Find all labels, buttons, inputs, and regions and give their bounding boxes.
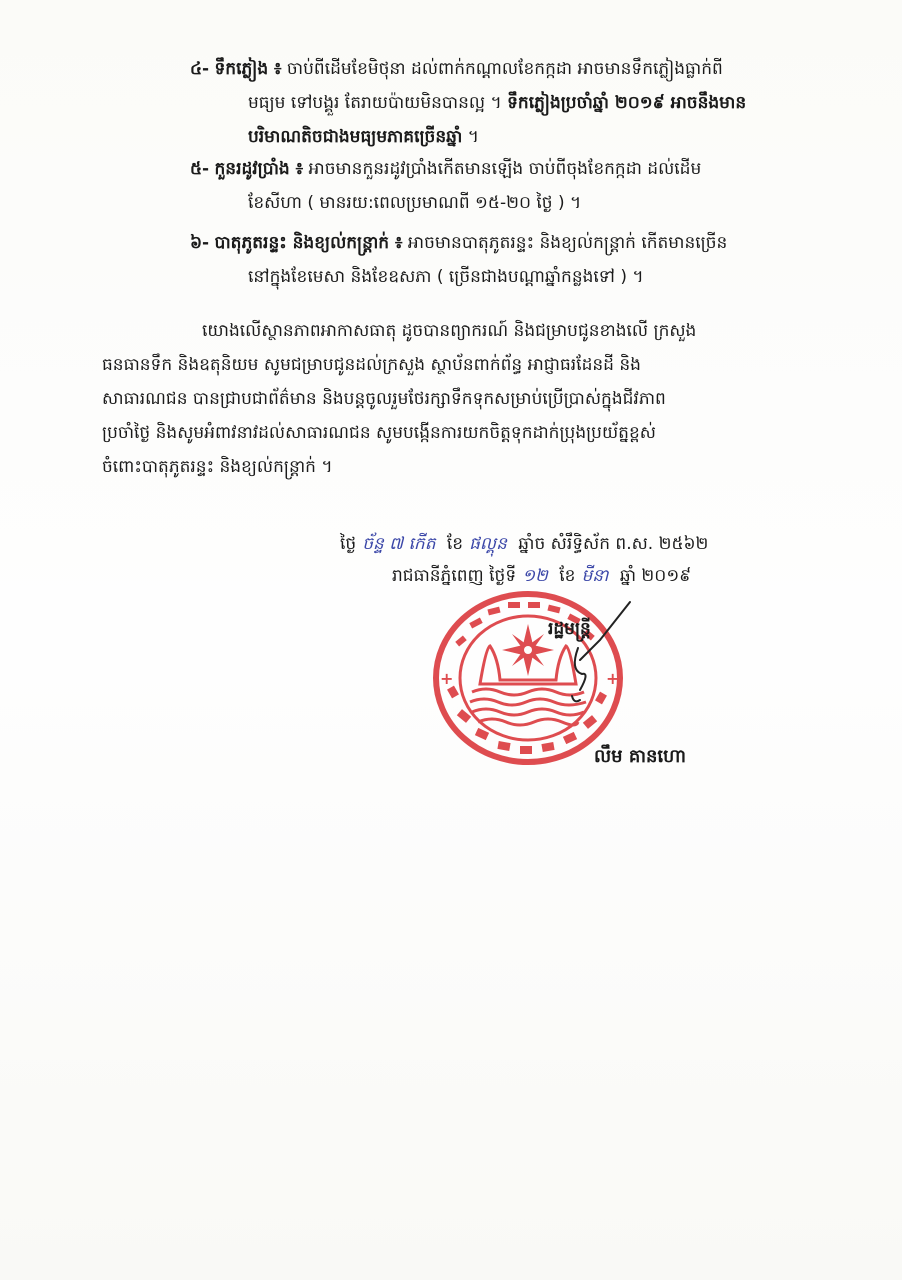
handwritten-lunar-day: ច័ន្ទ ៧ កើត xyxy=(362,534,436,554)
place-prefix: រាជធានីភ្នំពេញ ថ្ងៃទី xyxy=(392,566,517,586)
closing-paragraph xyxy=(102,314,882,484)
item-number: ៥- xyxy=(190,159,210,179)
svg-text:+: + xyxy=(440,669,454,688)
item-text: ។ xyxy=(467,127,479,147)
list-item-dry-spell xyxy=(190,152,882,220)
item-line xyxy=(190,260,882,294)
signer-name: លឹម គានហោ xyxy=(594,746,686,767)
item-line xyxy=(190,52,882,86)
paragraph-line: យោងលើស្ថានភាពអាកាសធាតុ ដូចបានព្យាករណ៍ និងជម្រាបជូនខាងលើ ក្រសួង xyxy=(202,321,697,341)
lunar-prefix: ថ្ងៃ xyxy=(340,534,357,554)
item-text: អាចមានបាតុភូតរន្ទះ និងខ្យល់កន្ត្រាក់ កើតមានច្រើន xyxy=(407,233,728,253)
item-line xyxy=(190,226,882,260)
item-text: អាចមានកួនរដូវប្រាំងកើតមានឡើង ចាប់ពីចុងខែកក្កដា ដល់ដើម xyxy=(308,159,702,179)
handwritten-signature-icon xyxy=(560,600,640,720)
item-label: បាតុភូតរន្ទះ និងខ្យល់កន្ត្រាក់ ៖ xyxy=(214,233,403,253)
item-number: ៦- xyxy=(190,233,210,253)
date-block xyxy=(340,528,708,592)
item-text: ចាប់ពីដើមខែមិថុនា ដល់ពាក់កណ្ដាលខែកក្កដា អាចមានទឹកភ្លៀងធ្លាក់ពី xyxy=(286,59,723,79)
item-line xyxy=(190,152,882,186)
lunar-year: ឆ្នាំច សំរឹទ្ធិស័ក ព.ស. ២៥៦២ xyxy=(518,534,709,554)
item-number: ៤- xyxy=(190,59,210,79)
lunar-date-line xyxy=(340,528,708,560)
signer-title: រដ្ឋមន្ត្រី xyxy=(548,619,591,639)
item-label: កួនរដូវប្រាំង ៖ xyxy=(214,159,304,179)
list-item-rainfall xyxy=(190,52,882,154)
month-label: ខែ xyxy=(559,566,576,586)
year: ឆ្នាំ ២០១៩ xyxy=(619,566,692,586)
handwritten-lunar-month: ផល្គុន xyxy=(469,534,507,554)
paragraph-line: សាធារណជន បានជ្រាបជាព័ត៌មាន និងបន្តចូលរួមថែរក្សាទឹកទុកសម្រាប់ប្រើប្រាស់ក្នុងជីវភាព xyxy=(102,389,666,409)
item-text: ខែសីហា ( មានរយ:ពេលប្រមាណពី ១៥-២០ ថ្ងៃ ) ។ xyxy=(248,193,582,213)
item-text: មធ្យម ទៅបង្គួរ តែរាយប៉ាយមិនបានល្អ ។ xyxy=(248,93,502,113)
item-line xyxy=(190,86,882,120)
month-label: ខែ xyxy=(446,534,464,554)
paragraph-line: ចំពោះបាតុភូតរន្ទះ និងខ្យល់កន្ត្រាក់ ។ xyxy=(102,457,333,477)
paragraph-line: ធនធានទឹក និងឧតុនិយម សូមជម្រាបជូនដល់ក្រសួង ស្ថាប័នពាក់ព័ន្ធ អាជ្ញាធរដែនដី និង xyxy=(102,355,641,375)
handwritten-month: មីនា xyxy=(581,566,609,586)
item-text-bold: បរិមាណតិចជាងមធ្យមភាគច្រើនឆ្នាំ xyxy=(248,127,463,147)
item-line xyxy=(190,186,882,220)
handwritten-day: ១២ xyxy=(522,566,548,586)
paragraph-line: ប្រចាំថ្ងៃ និងសូមអំពាវនាវដល់សាធារណជន សូមបង្កើនការយកចិត្តទុកដាក់ប្រុងប្រយ័ត្នខ្ពស់ xyxy=(102,423,656,443)
item-text: នៅក្នុងខែមេសា និងខែឧសភា ( ច្រើនជាងបណ្ដាឆ្នាំកន្លងទៅ ) ។ xyxy=(248,267,644,287)
list-item-lightning-storm xyxy=(190,226,882,294)
item-label: ទឹកភ្លៀង ៖ xyxy=(214,59,282,79)
item-text-bold: ទឹកភ្លៀងប្រចាំឆ្នាំ ២០១៩ អាចនឹងមាន xyxy=(507,93,747,113)
item-line xyxy=(190,120,882,154)
svg-text:+: + xyxy=(606,669,620,688)
